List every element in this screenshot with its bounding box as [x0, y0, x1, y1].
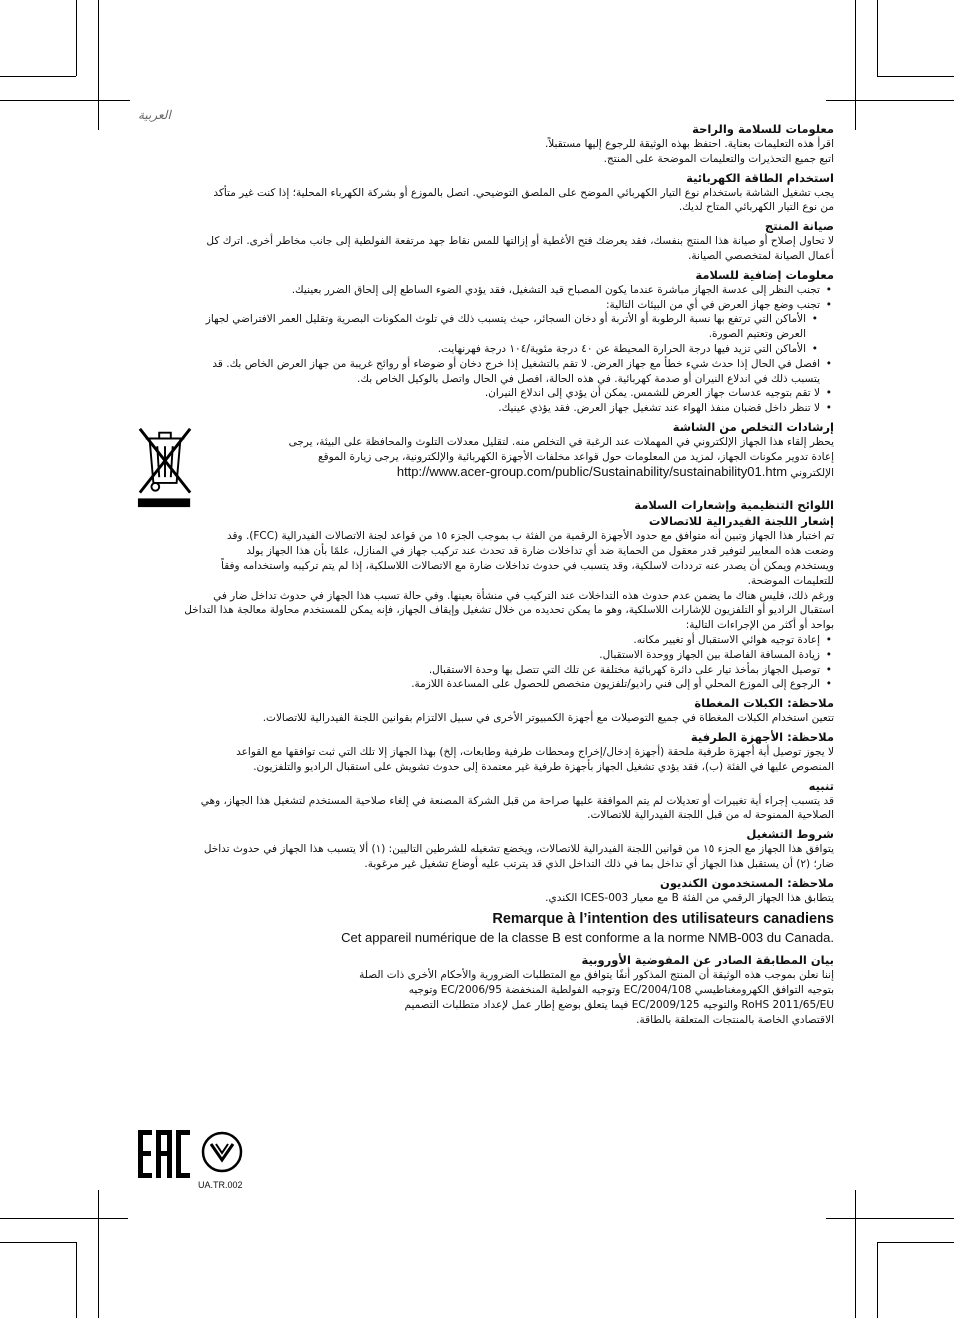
- list-item: • لا تقم بتوجيه عدسات جهاز العرض للشمس. يمكن أن يؤدي إلى اندلاع النيران.: [120, 386, 834, 401]
- crossed-out-wheelie-bin-icon: [136, 423, 194, 510]
- paragraph-line: المنصوص عليها في الفئة (ب)، فقد يؤدي تشغيل الجهاز بأجهزة طرفية غير معتمدة إلى حدوث تشويش على استقبال الراديو والتلفزيون.: [253, 760, 834, 773]
- list-item: • تجنب وضع جهاز العرض في أي من البيئات التالية:: [120, 298, 834, 313]
- paragraph-line: يجب تشغيل الشاشة باستخدام نوع التيار الكهربائي الموضح على الملصق التوضيحي. اتصل بالموزع أو بشركة الكهرباء المحلية؛ إذا كنت غير متأكد: [213, 186, 834, 199]
- french-notice-title: Remarque à l’intention des utilisateurs canadiens: [492, 911, 834, 928]
- crop-mark: [877, 1242, 878, 1318]
- paragraph-line: قد يتسبب إجراء أية تغييرات أو تعديلات لم يتم الموافقة عليها صراحة من قبل الشركة المصنعة في إلغاء صلاحية المستخدم لتشغيل هذا الجهاز، وهي: [200, 794, 834, 807]
- crop-mark: [877, 0, 878, 76]
- recycling-url-link[interactable]: http://www.acer-group.com/public/Sustainability/sustainability01.htm: [396, 463, 788, 479]
- section-title-caution: تنبيه: [808, 778, 834, 793]
- list-item: • توصيل الجهاز بمأخذ تيار على دائرة كهربائية مختلفة عن تلك التي تتصل بها وحدة الاستقبال.: [120, 663, 834, 678]
- list-item: • زيادة المسافة الفاصلة بين الجهاز ووحدة الاستقبال.: [120, 648, 834, 663]
- crop-mark: [855, 1190, 856, 1318]
- crop-mark: [98, 1190, 99, 1318]
- paragraph-line: للتعليمات الموضحة.: [747, 574, 834, 587]
- paragraph-line-text: الإلكتروني: [790, 466, 834, 479]
- paragraph-line: يتطابق هذا الجهاز الرقمي من الفئة B مع معيار ICES-003 الكندي.: [545, 891, 834, 904]
- paragraph-line: وضعت هذه المعايير لتوفير قدر معقول من الحماية ضد أي تداخلات ضارة قد تحدث عند تركيب جهاز في المنازل، علمًا بأن هذا الجهاز يولد: [246, 545, 834, 558]
- section-title-regulatory: اللوائح التنظيمية وإشعارات السلامة: [634, 498, 834, 513]
- list-item: • تجنب النظر إلى عدسة الجهاز مباشرة عندما يكون المصباح قيد التشغيل، فقد يؤدي الضوء الساطع إلى إلحاق الضرر بعينيك.: [120, 283, 834, 298]
- paragraph-line: بتوجيه التوافق الكهرومغناطيسي 2004/108/EC وتوجيه الفولطية المنخفضة 2006/95/EC وتوجيه: [408, 984, 834, 997]
- crop-mark: [0, 100, 130, 101]
- paragraph-line: الصلاحية الممنوحة له من قبل اللجنة الفيدرالية للاتصالات.: [587, 809, 834, 822]
- paragraph-line: اتبع جميع التحذيرات والتعليمات الموضحة على المنتج.: [603, 152, 834, 165]
- crop-mark: [877, 76, 954, 77]
- language-label: العربية: [138, 108, 171, 122]
- paragraph-line: [220, 465, 834, 481]
- list-item: • إعادة توجيه هوائي الاستقبال أو تغيير مكانه.: [120, 633, 834, 648]
- paragraph-line: ويستخدم ويمكن أن يصدر عنه ترددات لاسلكية، وقد يتسبب في حدوث تداخلات ضارة مع الاتصالات اللاسلكية، إذا لم يتم تركيبه واستخدامه وفقاً: [221, 559, 834, 572]
- list-item: • افصل في الحال إذا حدث شيء خطأ مع جهاز العرض. لا تقم بالتشغيل إذا خرج دخان أو ضوضاء أو روائح غريبة من جهاز العرض الخاص بك. قد: [120, 357, 834, 372]
- crop-mark: [855, 0, 856, 130]
- section-title-power: استخدام الطاقة الكهربائية: [686, 170, 834, 185]
- paragraph-line: تم اختبار هذا الجهاز وتبين أنه متوافق مع حدود الأجهزة الرقمية من الفئة ب بموجب الجزء ١٥ من قواعد لجنة الاتصالات الفيدرالية (FCC). وقد: [227, 530, 834, 543]
- section-title-servicing: صيانة المنتج: [764, 219, 834, 234]
- crop-mark: [0, 1242, 76, 1243]
- section-title-additional-safety: معلومات إضافية للسلامة: [695, 267, 834, 282]
- crop-mark: [76, 1242, 77, 1318]
- section-title-eu-declaration: بيان المطابقة الصادر عن المفوضية الأوروبية: [581, 953, 834, 968]
- section-title-disposal: إرشادات التخلص من الشاشة: [672, 419, 834, 434]
- crop-mark: [76, 0, 77, 76]
- paragraph-line: من نوع التيار الكهربائي المتاح لديك.: [678, 201, 834, 214]
- sub-list-item: • الأماكن التي ترتفع بها نسبة الرطوبة أو الأتربة أو دخان السجائر، حيث يتسبب ذلك في تلوث المكونات البصرية وتقليل العمر الافتراضي لجهاز: [120, 312, 820, 327]
- crop-mark: [877, 1242, 954, 1243]
- paragraph-line: تتعين استخدام الكبلات المغطاة في جميع التوصيلات مع أجهزة الكمبيوتر الأخرى في سبيل الالتزام بقوانين اللجنة الفيدرالية للاتصالات.: [262, 712, 834, 725]
- section-title-shielded-cables: ملاحظة: الكبلات المغطاة: [694, 696, 834, 711]
- paragraph-line: ضار؛ (٢) أن يستقبل هذا الجهاز أي تداخل بما في ذلك التداخل الذي قد يترتب عليه أوضاع تشغيل غير مرغوبة.: [364, 857, 834, 870]
- paragraph-line: يتوافق هذا الجهاز مع الجزء ١٥ من قوانين اللجنة الفيدرالية للاتصالات، ويخضع تشغيله للشرطين التاليين: (١) ألا يتسبب هذا الجهاز في حدوث تداخل: [203, 843, 834, 856]
- list-item: • الرجوع إلى الموزع المحلي أو إلى فني راديو/تلفزيون متخصص للحصول على المساعدة اللازمة.: [120, 677, 834, 692]
- paragraph-line: لا يجوز توصيل أية أجهزة طرفية ملحقة (أجهزة إدخال/إخراج ومحطات طرفية وطابعات، إلخ) بهذا الجهاز إلا تلك التي ثبت توافقها مع القواعد: [236, 745, 834, 758]
- paragraph-line: لا تحاول إصلاح أو صيانة هذا المنتج بنفسك، فقد يعرضك فتح الأغطية أو إزالتها للمس نقاط جهد مرتفعة الفولطية إلى جانب مخاطر أخرى. اترك كل: [206, 235, 834, 248]
- paragraph-line: RoHS 2011/65/EU والتوجيه 2009/125/EC فيما يتعلق بوضع إطار عمل لإعداد متطلبات التصميم: [404, 999, 834, 1012]
- paragraph-line: الاقتصادي الخاصة بالمنتجات المتعلقة بالطاقة.: [636, 1013, 834, 1026]
- section-title-peripherals: ملاحظة: الأجهزة الطرفية: [690, 729, 834, 744]
- crop-mark: [826, 1218, 954, 1219]
- section-title-fcc: إشعار اللجنة الفيدرالية للاتصالات: [648, 514, 834, 529]
- paragraph-line: إعادة تدوير مكونات الجهاز، لمزيد من المعلومات حول قواعد مخلفات الأجهزة الكهربائية والإلكترونية، يرجى زيارة الموقع: [318, 450, 834, 463]
- crop-mark: [0, 76, 76, 77]
- ua-certification-code: UA.TR.002: [198, 1180, 243, 1190]
- section-title-canadian-users: ملاحظة: المستخدمون الكنديون: [660, 875, 834, 890]
- list-item-continuation: يتسبب ذلك في اندلاع النيران أو صدمة كهربائية. في هذه الحالة، افصل في الحال واتصل بالوكيل الخاص بك.: [357, 372, 820, 385]
- list-item: • لا تنظر داخل قضبان منفذ الهواء عند تشغيل جهاز العرض. فقد يؤذي عينيك.: [120, 401, 834, 416]
- crop-mark: [0, 1218, 128, 1219]
- document-body: [120, 118, 834, 1028]
- paragraph-line: ورغم ذلك، فليس هناك ما يضمن عدم حدوث هذه التداخلات عند التركيب في منشأة بعينها. وفي حالة تسبب هذا الجهاز في حدوث تداخل ضار في: [213, 589, 834, 602]
- paragraph-line: إننا نعلن بموجب هذه الوثيقة أن المنتج المذكور أنفًا يتوافق مع المتطلبات الضرورية والأحكام الأخرى ذات الصلة: [359, 969, 834, 982]
- paragraph-line: بواحد أو أكثر من الإجراءات التالية:: [685, 619, 834, 632]
- sub-list-item: • الأماكن التي تزيد فيها درجة الحرارة المحيطة عن ٤٠ درجة مئوية/١٠٤ درجة فهرنهايت.: [120, 342, 820, 357]
- section-title-operation-conditions: شروط التشغيل: [746, 827, 834, 842]
- eac-mark-icon: [138, 1130, 190, 1178]
- paragraph-line: يحظر إلقاء هذا الجهاز الإلكتروني في المهملات عند الرغبة في التخلص منه. لتقليل معدلات التلوث والمحافظة على البيئة، يرجى: [288, 435, 834, 448]
- paragraph-line: اقرأ هذه التعليمات بعناية. احتفظ بهذه الوثيقة للرجوع إليها مستقبلاً.: [544, 138, 834, 150]
- spacer: [120, 480, 834, 494]
- french-notice-text: Cet appareil numérique de la classe B est conforme a la norme NMB-003 du Canada.: [341, 930, 834, 946]
- paragraph-line: أعمال الصيانة لمتخصصي الصيانة.: [688, 249, 834, 262]
- sub-list-item-continuation: العرض وتعتيم الصورة.: [708, 328, 806, 341]
- disposal-section: [120, 419, 834, 480]
- crop-mark: [98, 0, 99, 130]
- section-title-safety: معلومات للسلامة والراحة: [692, 122, 834, 136]
- crop-mark: [826, 100, 954, 101]
- ukrainian-conformity-mark-icon: [200, 1130, 244, 1174]
- paragraph-line: استقبال الراديو أو التلفزيون للإشارات اللاسلكية، وهو ما يمكن تحديده من خلال تشغيل وإيقاف الجهاز، فإنه يمكن للمستخدم محاولة معالجة هذا التداخل: [184, 604, 834, 617]
